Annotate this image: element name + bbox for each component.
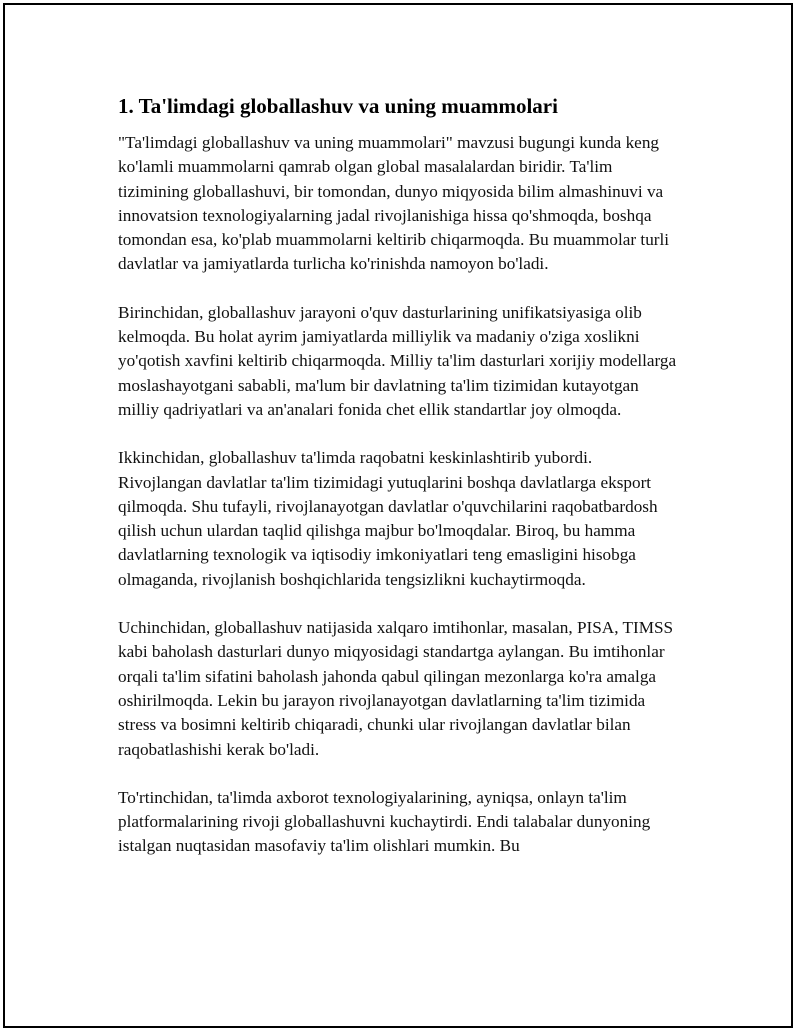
paragraph-third-point: Uchinchidan, globallashuv natijasida xalqaro imtihonlar, masalan, PISA, TIMSS kabi baholash dasturlari dunyo miqyosidagi standartga aylangan. Bu imtihonlar orqali ta'lim sifatini baholash jahonda qabul qilingan mezonlarga ko'ra amalga oshirilmoqda. Lekin bu jarayon rivojlanayotgan davlatlarning ta'lim tizimida stress va bosimni keltirib chiqaradi, chunki ular rivojlangan davlatlar bilan raqobatlashishi kerak bo'ladi. <box>118 618 674 759</box>
section-heading: 1. Ta'limdagi globallashuv va uning muammolari <box>118 94 558 118</box>
paragraph-fourth-point: To'rtinchidan, ta'limda axborot texnologiyalarining, ayniqsa, onlayn ta'lim platformalarining rivoji globallashuvni kuchaytirdi. Endi talabalar dunyoning istalgan nuqtasidan masofaviy ta'lim olishlari mumkin. Bu <box>118 787 651 856</box>
paragraph-intro: "Ta'limdagi globallashuv va uning muammolari" mavzusi bugungi kunda keng ko'lamli muammolarni qamrab olgan global masalalardan biridir. Ta'lim tizimining globallashuvi, bir tomondan, dunyo miqyosida bilim almashinuvi va innovatsion texnologiyalarning jadal rivojlanishiga hissa qo'shmoqda, boshqa tomondan esa, ko'plab muammolarni keltirib chiqarmoqda. Bu muammolar turli davlatlar va jamiyatlarda turlicha ko'rinishda namoyon bo'ladi. <box>118 133 670 274</box>
paragraph-first-point: Birinchidan, globallashuv jarayoni o'quv dasturlarining unifikatsiyasiga olib kelmoqda. Bu holat ayrim jamiyatlarda milliylik va madaniy o'ziga xoslikni yo'qotish xavfini keltirib chiqarmoqda. Milliy ta'lim dasturlari xorijiy modellarga moslashayotgani sababli, ma'lum bir davlatning ta'lim tizimidan kutayotgan milliy qadriyatlari va an'analari fonida chet ellik standartlar joy olmoqda. <box>118 302 677 419</box>
paragraph-second-point: Ikkinchidan, globallashuv ta'limda raqobatni keskinlashtirib yubordi. Rivojlangan davlatlar ta'lim tizimidagi yutuqlarini boshqa davlatlarga eksport qilmoqda. Shu tufayli, rivojlanayotgan davlatlar o'quvchilarini raqobatbardosh qilish uchun ulardan taqlid qilishga majbur bo'lmoqdalar. Biroq, bu hamma davlatlarning texnologik va iqtisodiy imkoniyatlari teng emasligini hisobga olmaganda, rivojlanish boshqichlarida tengsizlikni kuchaytirmoqda. <box>118 448 658 589</box>
document-body <box>118 93 678 883</box>
